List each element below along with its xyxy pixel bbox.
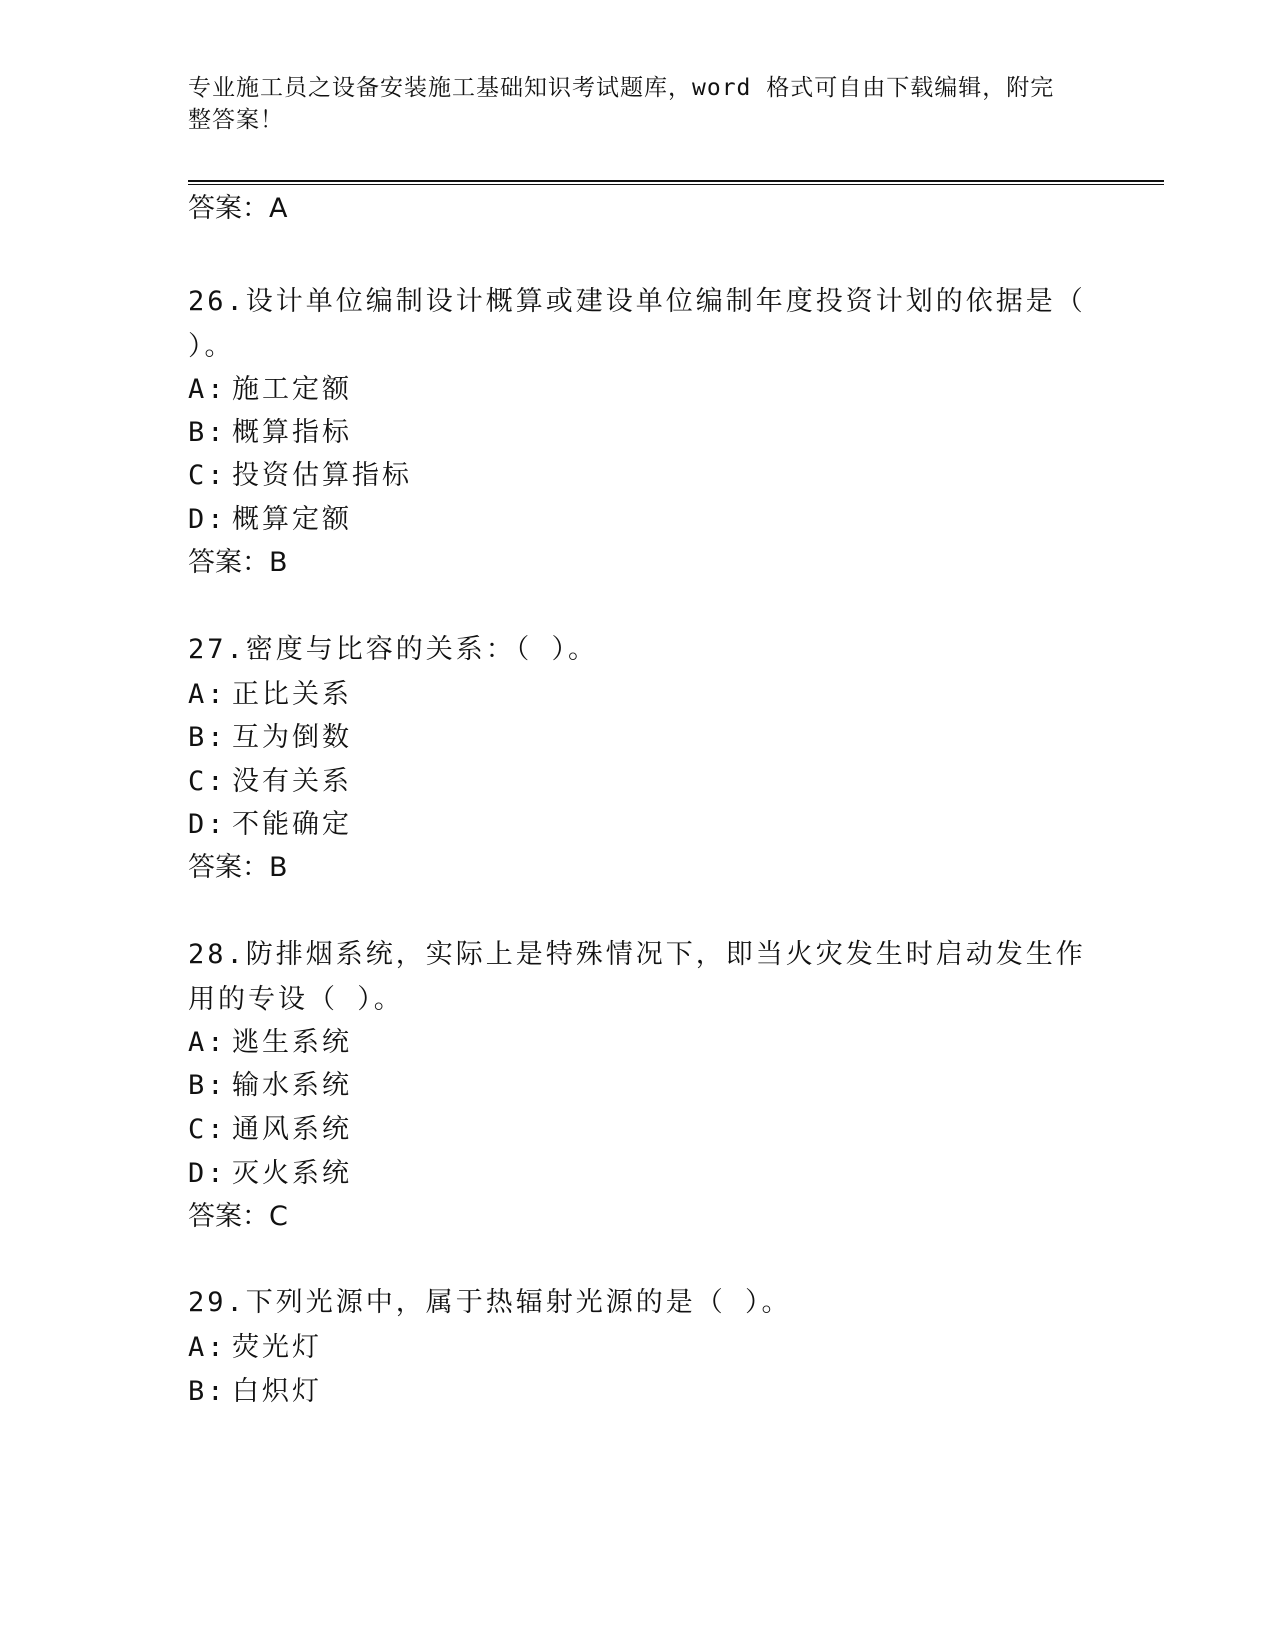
option-key: B:	[188, 417, 227, 448]
option-text: 通风系统	[232, 1114, 352, 1145]
option-text: 灭火系统	[232, 1158, 352, 1189]
answer-label: 答案：	[188, 1201, 269, 1232]
question-29-stem: 29.下列光源中，属于热辐射光源的是（ ）。	[188, 1287, 792, 1318]
option-text: 逃生系统	[232, 1027, 352, 1058]
option-key: A:	[188, 1027, 227, 1058]
option-key: C:	[188, 766, 227, 797]
question-28-option-b	[188, 1069, 352, 1103]
question-27-stem: 27.密度与比容的关系：（ ）。	[188, 634, 599, 665]
option-key: D:	[188, 809, 227, 840]
question-26-option-d	[188, 503, 352, 537]
answer-label: 答案：	[188, 547, 269, 578]
header-divider-thick	[188, 180, 1164, 182]
answer-value: C	[269, 1201, 288, 1232]
answer-value: A	[269, 193, 288, 224]
option-key: A:	[188, 679, 227, 710]
option-key: B:	[188, 1376, 227, 1407]
option-text: 投资估算指标	[232, 460, 412, 491]
question-27-option-c	[188, 765, 352, 799]
answer-label: 答案：	[188, 852, 269, 883]
question-27-option-d	[188, 808, 352, 842]
question-27-answer	[188, 851, 288, 885]
option-text: 施工定额	[232, 374, 352, 405]
question-26-stem: 26.设计单位编制设计概算或建设单位编制年度投资计划的依据是（ ）。	[188, 286, 1086, 362]
option-text: 概算定额	[232, 504, 352, 535]
answer-label: 答案：	[188, 193, 269, 224]
option-text: 白炽灯	[232, 1376, 322, 1407]
option-key: D:	[188, 1158, 227, 1189]
question-26-answer	[188, 546, 288, 580]
question-28-option-d	[188, 1157, 352, 1191]
question-28-stem: 28.防排烟系统，实际上是特殊情况下，即当火灾发生时启动发生作用的专设（ ）。	[188, 939, 1086, 1015]
option-key: A:	[188, 374, 227, 405]
option-text: 没有关系	[232, 766, 352, 797]
question-29-option-a	[188, 1331, 322, 1365]
question-29-option-b	[188, 1375, 322, 1409]
option-key: B:	[188, 1070, 227, 1101]
option-text: 不能确定	[232, 809, 352, 840]
option-text: 互为倒数	[232, 722, 352, 753]
option-key: B:	[188, 722, 227, 753]
option-key: D:	[188, 504, 227, 535]
option-text: 正比关系	[232, 679, 352, 710]
question-26-option-b	[188, 416, 352, 450]
option-text: 输水系统	[232, 1070, 352, 1101]
question-27-option-b	[188, 721, 352, 755]
option-text: 荧光灯	[232, 1332, 322, 1363]
question-27-option-a	[188, 678, 352, 712]
option-key: C:	[188, 460, 227, 491]
option-key: A:	[188, 1332, 227, 1363]
answer-value: B	[269, 852, 288, 883]
document-header: 专业施工员之设备安装施工基础知识考试题库，word 格式可自由下载编辑，附完整答案！	[188, 75, 1055, 133]
question-26-option-c	[188, 459, 412, 493]
question-28-answer	[188, 1200, 288, 1234]
option-key: C:	[188, 1114, 227, 1145]
question-28-option-a	[188, 1026, 352, 1060]
question-26-option-a	[188, 373, 352, 407]
header-divider-thin	[188, 184, 1164, 185]
option-text: 概算指标	[232, 417, 352, 448]
answer-line	[188, 192, 287, 226]
answer-value: B	[269, 547, 288, 578]
question-28-option-c	[188, 1113, 352, 1147]
